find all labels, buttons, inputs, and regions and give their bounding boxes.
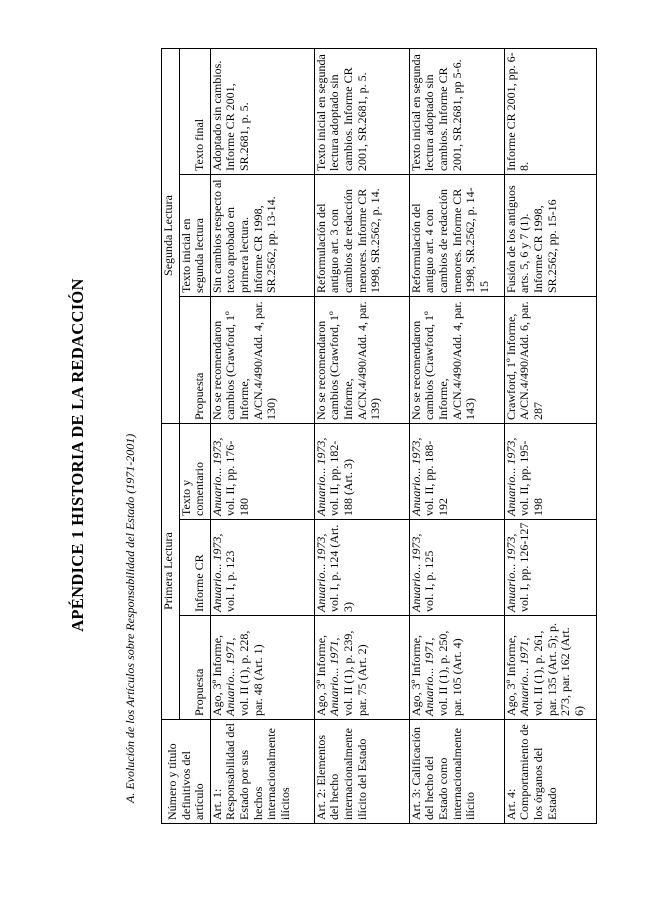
cell-citation: Anuario... 1973, [313, 533, 328, 612]
cell-text: vol. I, pp. 126-127 [517, 522, 532, 612]
appendix-title: APÉNDICE 1 HISTORIA DE LA REDACCIÓN [68, 278, 87, 632]
cell-propuesta-2: No se recomendaron cambios (Crawford, 1º Informe, A/CN.4/490/Add. 4, par. 139) [314, 297, 409, 424]
table-row [409, 48, 504, 823]
cell-text: vol. II, pp. 188-192 [422, 440, 450, 516]
cell-texto-final: Texto inicial en segunda lectura adoptado sin cambios. Informe CR 2001, SR.2681, pp 5-6. [409, 48, 504, 174]
cell-texto-comentario [314, 424, 409, 520]
cell-texto-inicial: Reformulación del antiguo art. 3 con cambios de redacción menores. Informe CR 1998, SR.2562, p. 14. [314, 175, 409, 297]
cell-texto-final: Informe CR 2001, pp. 6-8. [504, 48, 596, 174]
cell-propuesta-1 [504, 616, 596, 720]
cell-citation: Anuario... 1973, [408, 533, 423, 612]
cell-citation: Anuario... 1973, [503, 437, 518, 516]
cell-text: vol. II (1), p. 239, par. 75 (Art. 2) [340, 630, 369, 716]
cell-texto-comentario [210, 424, 314, 520]
cell-citation: Anuario... 1973, [209, 533, 224, 612]
cell-citation: Anuario... 1971, [223, 637, 238, 716]
cell-texto-final: Texto inicial en segunda lectura adoptado sin cambios. Informe CR 2001, SR.2681, p. 5. [314, 48, 409, 174]
cell-texto-final: Adoptado sin cambios. Informe CR 2001, SR.2681, p. 5. [210, 48, 314, 174]
cell-informe-cr [504, 520, 596, 616]
cell-text: vol. II, pp. 176-180 [223, 440, 251, 516]
cell-numero: Art. 2: Elementos del hecho internacionalmente ilícito del Estado [314, 720, 409, 824]
cell-text: vol. II, pp. 182-188 (Art. 3) [327, 440, 355, 516]
cell-citation: Anuario... 1973, [408, 437, 423, 516]
cell-numero: Art. 1: Responsabilidad del Estado por sus hechos internacionalmente ilícitos [210, 720, 314, 824]
cell-citation: Anuario... 1971, [422, 637, 437, 716]
cell-numero: Art. 4: Comportamiento de los órganos del Estado [504, 720, 596, 824]
cell-text: Ago, 3º Informe, [209, 634, 224, 716]
drafting-history-table [161, 48, 597, 824]
cell-propuesta-1 [210, 616, 314, 720]
header-propuesta-2: Propuesta [179, 297, 210, 424]
header-segunda-lectura: Segunda Lectura [162, 48, 180, 423]
cell-informe-cr [314, 520, 409, 616]
cell-text: vol. I, p. 123 [223, 550, 238, 612]
cell-text: vol. II, pp. 195-198 [517, 440, 545, 516]
cell-citation: Anuario... 1971, [327, 637, 342, 716]
group-header-row [162, 48, 180, 823]
cell-informe-cr [210, 520, 314, 616]
cell-text: vol. II (1), p. 250, par. 105 (Art. 4) [435, 630, 464, 716]
cell-text: Ago, 3º Informe, [503, 634, 518, 716]
cell-propuesta-2: No se recomendaron cambios (Crawford, 1º Informe, A/CN.4/490/Add. 4, par. 143) [409, 297, 504, 424]
cell-texto-inicial: Reformulación del antiguo art. 4 con cambios de redacción menores. Informe CR 1998, SR.2562, p. 14-15 [409, 175, 504, 297]
cell-text: Ago, 3º Informe, [313, 634, 328, 716]
cell-texto-inicial: Fusión de los antiguos arts. 5, 6 y 7 (1). Informe CR 1998, SR.2562, pp. 15-16 [504, 175, 596, 297]
cell-numero: Art. 3: Calificación del hecho del Estado como internacionalmente ilícito [409, 720, 504, 824]
table-row [314, 48, 409, 823]
section-title: A. Evolución de los Artículos sobre Responsabilidad del Estado (1971-2001) [123, 433, 137, 803]
cell-texto-inicial: Sin cambios respecto al texto aprobado en primera lectura. Informe CR 1998, SR.2562, pp. 13-14. [210, 175, 314, 297]
header-texto-comentario: Texto y comentario [179, 424, 210, 520]
header-informe-cr: Informe CR [179, 520, 210, 616]
cell-propuesta-1 [314, 616, 409, 720]
column-header-row [179, 48, 210, 823]
cell-propuesta-2: No se recomendaron cambios (Crawford, 1º Informe, A/CN.4/490/Add. 4, par. 130) [210, 297, 314, 424]
header-propuesta-1: Propuesta [179, 616, 210, 720]
cell-citation: Anuario... 1973, [313, 437, 328, 516]
table-row [504, 48, 596, 823]
cell-texto-comentario [409, 424, 504, 520]
cell-texto-comentario [504, 424, 596, 520]
header-numero: Número y título definitivos del artículo [162, 720, 211, 824]
header-primera-lectura: Primera Lectura [162, 424, 180, 720]
cell-text: vol. II (1), p. 228, par. 48 (Art. 1) [236, 630, 265, 716]
header-texto-inicial: Texto inicial en segunda lectura [179, 175, 210, 297]
cell-propuesta-2: Crawford, 1º Informe, A/CN.4/490/Add. 6, par. 287 [504, 297, 596, 424]
cell-text: vol. I, p. 125 [422, 550, 437, 612]
table-row [210, 48, 314, 823]
cell-text: Ago, 3º Informe, [408, 634, 423, 716]
cell-propuesta-1 [409, 616, 504, 720]
cell-citation: Anuario... 1973, [503, 533, 518, 612]
cell-citation: Anuario... 1971, [517, 637, 532, 716]
cell-text: vol. II (1), p. 261, par. 135 (Art. 5); p. 273, par. 162 (Art. 6) [530, 623, 586, 716]
cell-text: vol. I, p. 124 (Art. 3) [327, 524, 355, 612]
header-texto-final: Texto final [179, 48, 210, 174]
cell-citation: Anuario... 1973, [209, 437, 224, 516]
cell-informe-cr [409, 520, 504, 616]
